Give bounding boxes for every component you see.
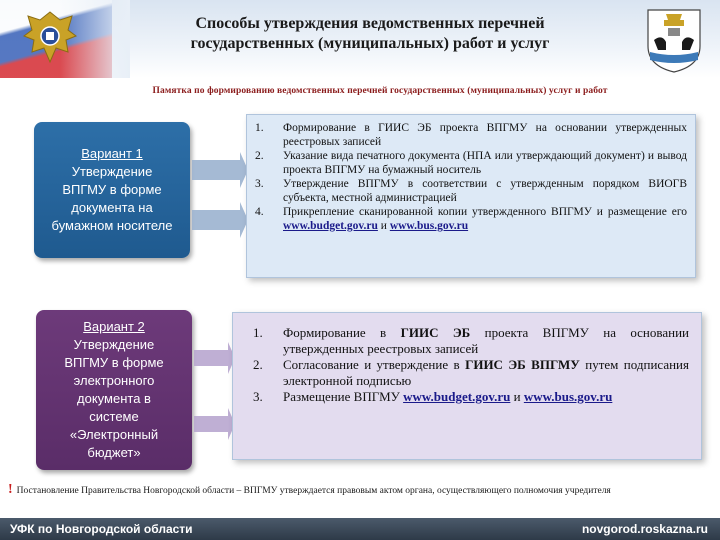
novgorod-coat-of-arms-icon — [644, 6, 704, 74]
budget-gov-link[interactable]: www.budget.gov.ru — [403, 389, 511, 404]
footnote-text: Постановление Правительства Новгородской области – ВПГМУ утверждается правовым актом органа, осуществляющего полномочия учредителя — [16, 486, 611, 496]
variant-2-line: «Электронный — [69, 427, 159, 442]
variant-2-title: Вариант 2 — [83, 319, 145, 334]
step-text: Размещение ВПГМУ — [283, 389, 404, 404]
step-text: Формирование в ГИИС ЭБ проекта ВПГМУ на основании утвержденных реестровых записей — [283, 122, 687, 148]
list-item — [247, 149, 695, 177]
treasury-emblem-icon — [18, 6, 82, 70]
variant-2-steps-list — [233, 325, 701, 405]
variant-1-steps-box — [246, 114, 696, 278]
step-number: 3. — [253, 389, 263, 404]
variant-2-line: бюджет» — [87, 445, 141, 460]
arrow-variant-2-icon — [192, 340, 236, 450]
variant-2-line: Утверждение — [73, 337, 155, 352]
step-number: 4. — [255, 206, 264, 218]
variant-2-card — [36, 310, 192, 470]
step-number: 1. — [255, 122, 264, 134]
step-number: 1. — [253, 325, 263, 340]
variant-1-steps-list — [247, 121, 695, 233]
step-text: Согласование и утверждение в — [283, 357, 466, 372]
page-title — [120, 14, 620, 54]
step-number: 2. — [255, 150, 264, 162]
list-item — [247, 121, 695, 149]
step-text: и — [377, 220, 390, 232]
title-line-1: Способы утверждения ведомственных перечней — [195, 15, 545, 32]
title-line-2: государственных (муниципальных) работ и услуг — [190, 35, 550, 52]
footer-organization: УФК по Новгородской области — [10, 522, 193, 536]
variant-1-title: Вариант 1 — [81, 146, 143, 161]
bus-gov-link[interactable]: www.bus.gov.ru — [523, 389, 613, 404]
step-text: путем подписания электронной подписью — [283, 357, 689, 388]
bus-gov-link[interactable]: www.bus.gov.ru — [389, 220, 469, 232]
step-text: проекта ВПГМУ на основании утвержденных реестровых записей — [283, 325, 690, 356]
step-text: Утверждение ВПГМУ в соответствии с утвержденным порядком ВИОГВ субъекта, местной администрацией — [283, 178, 687, 204]
memo-subtitle: Памятка по формированию ведомственных перечней государственных (муниципальных) услуг и работ — [152, 86, 608, 96]
variant-2-steps-box — [232, 312, 702, 460]
variant-1-card — [34, 122, 190, 258]
list-item — [247, 205, 695, 233]
variant-2-line: электронного — [73, 373, 155, 388]
footnote — [8, 484, 708, 497]
variant-2-line: системе — [89, 409, 139, 424]
list-item — [233, 325, 701, 357]
step-emphasis: ГИИС ЭБ ВПГМУ — [465, 357, 580, 372]
budget-gov-link[interactable]: www.budget.gov.ru — [283, 220, 378, 232]
footer-bar — [0, 518, 720, 540]
list-item — [247, 177, 695, 205]
step-text: и — [510, 389, 524, 404]
list-item — [233, 357, 701, 389]
arrow-variant-1-icon — [190, 150, 250, 240]
step-text: Указание вида печатного документа (НПА или утверждающий документ) и вывод проекта ВПГМУ на бумажный носитель — [283, 150, 687, 176]
variant-1-line: бумажном носителе — [51, 218, 173, 233]
variant-1-line: документа на — [71, 200, 153, 215]
step-text: Прикрепление сканированной копии утвержденного ВПГМУ и размещение его — [283, 206, 687, 218]
footer-website: novgorod.roskazna.ru — [581, 522, 708, 536]
step-emphasis: ГИИС ЭБ — [400, 325, 471, 340]
list-item — [233, 389, 701, 405]
variant-2-line: документа в — [77, 391, 151, 406]
variant-1-line: ВПГМУ в форме — [62, 182, 162, 197]
slide-header — [0, 0, 720, 78]
exclamation-icon: ! — [8, 482, 13, 497]
variant-2-line: ВПГМУ в форме — [64, 355, 164, 370]
variant-1-line: Утверждение — [71, 164, 153, 179]
step-number: 2. — [253, 357, 263, 372]
step-number: 3. — [255, 178, 264, 190]
step-text: Формирование в — [283, 325, 401, 340]
